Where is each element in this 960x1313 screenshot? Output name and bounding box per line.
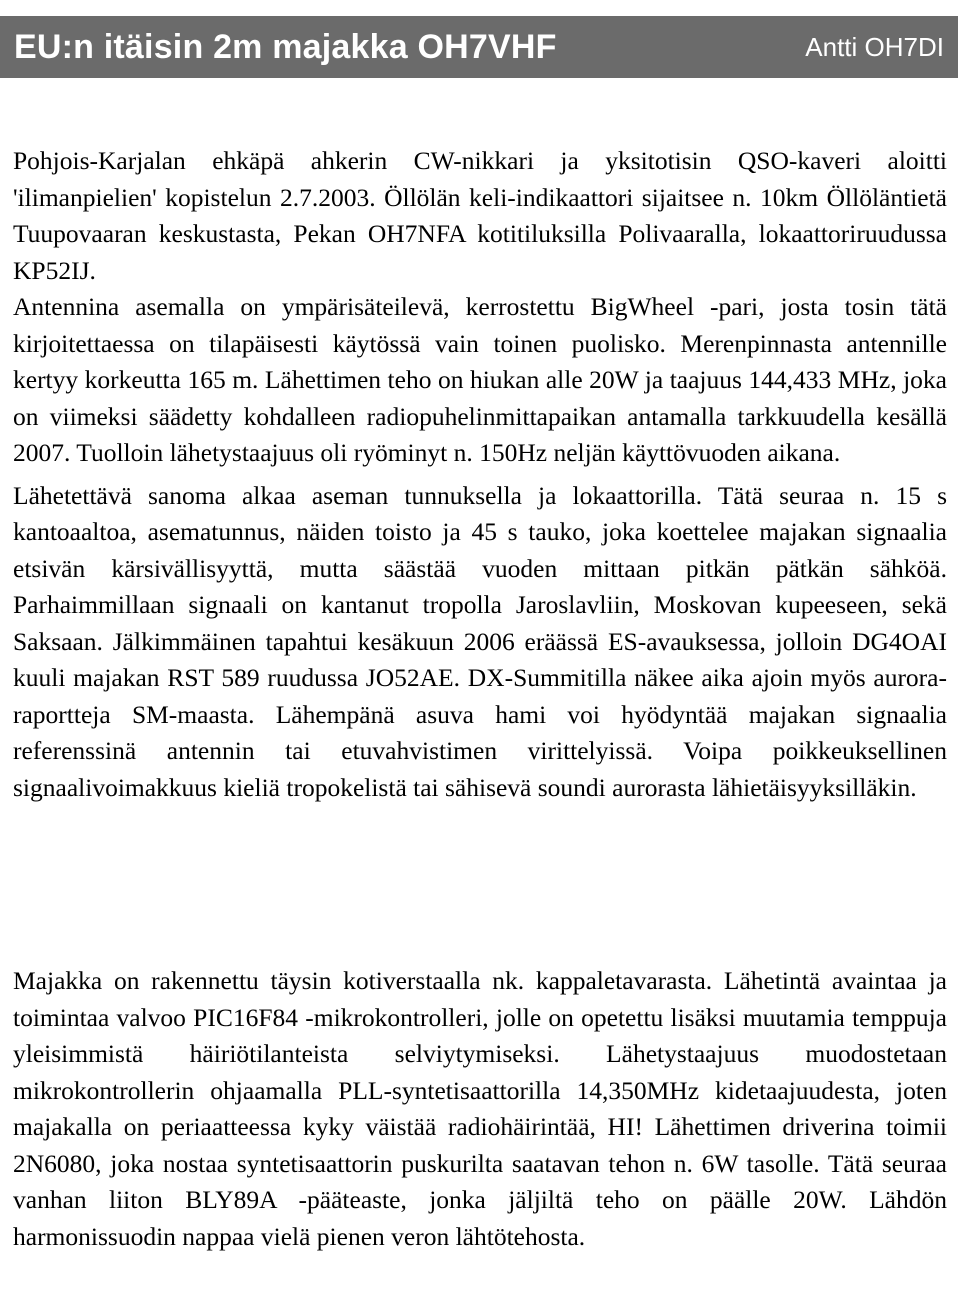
paragraph-antenna: Antennina asemalla on ympärisäteilevä, kerrostettu BigWheel -pari, josta tosin tätä kirjoitettaessa on tilapäisesti käytössä vain toinen puolisko. Merenpinnasta antennille kertyy korkeutta 165 m. Lähettimen teho on hiukan alle 20W ja taajuus 144,433 MHz, joka on viimeksi säädetty kohdalleen radiopuhelinmittapaikan antamalla tarkkuudella kesällä 2007. Tuolloin lähetystaajuus oli ryöminyt n. 150Hz neljän käyttövuoden aikana. bbox=[13, 292, 947, 467]
article-body-section-1 bbox=[13, 143, 947, 806]
paragraph-construction: Majakka on rakennettu täysin kotiverstaalla nk. kappaletavarasta. Lähetintä avaintaa ja toimintaa valvoo PIC16F84 -mikrokontrolleri, jolle on opetettu lisäksi muutamia temppuja yleisimmistä häiriötilanteista selviytymiseksi. Lähetystaajuus muodostetaan mikrokontrollerin ohjaamalla PLL-syntetisaattorilla 14,350MHz kidetaajuudesta, joten majakalla on periaatteessa kyky väistää radiohäirintää, HI! Lähettimen driverina toimii 2N6080, joka nostaa syntetisaattorin puskurilta saatavan tehon n. 6W tasolle. Tätä seuraa vanhan liiton BLY89A -pääteaste, jonka jäljiltä teho on päälle 20W. Lähdön harmonissuodin nappaa vielä pienen veron lähtötehosta. bbox=[13, 966, 947, 1251]
paragraph-intro: Pohjois-Karjalan ehkäpä ahkerin CW-nikkari ja yksitotisin QSO-kaveri aloitti 'ilimanpielien' kopistelun 2.7.2003. Öllölän keli-indikaattori sijaitsee n. 10km Öllöläntietä Tuupovaaran keskustasta, Pekan OH7NFA kotitiluksilla Polivaaralla, lokaattoriruudussa KP52IJ. bbox=[13, 146, 947, 285]
author-name: Antti OH7DI bbox=[805, 31, 944, 62]
page-title: EU:n itäisin 2m majakka OH7VHF bbox=[14, 27, 557, 66]
paragraph-message: Lähetettävä sanoma alkaa aseman tunnuksella ja lokaattorilla. Tätä seuraa n. 15 s kantoaaltoa, asematunnus, näiden toisto ja 45 s tauko, joka koettelee majakan signaalia etsivän kärsivällisyyttä, mutta säästää vuoden mittaan pitkän pätkän sähköä. Parhaimmillaan signaali on kantanut tropolla Jaroslavliin, Moskovan kupeeseen, sekä Saksaan. Jälkimmäinen tapahtui kesäkuun 2006 eräässä ES-avauksessa, jolloin DG4OAI kuuli majakan RST 589 ruudussa JO52AE. DX-Summitilla näkee aika ajoin myös aurora-raportteja SM-maasta. Lähempänä asuva hami voi hyödyntää majakan signaalia referenssinä antennin tai etuvahvistimen virittelyissä. Voipa poikkeuksellinen signaalivoimakkuus kieliä tropokelistä tai sähisevä soundi aurorasta lähietäisyyksilläkin. bbox=[13, 480, 947, 802]
header-bar bbox=[0, 16, 958, 78]
article-body-section-2 bbox=[13, 963, 947, 1255]
